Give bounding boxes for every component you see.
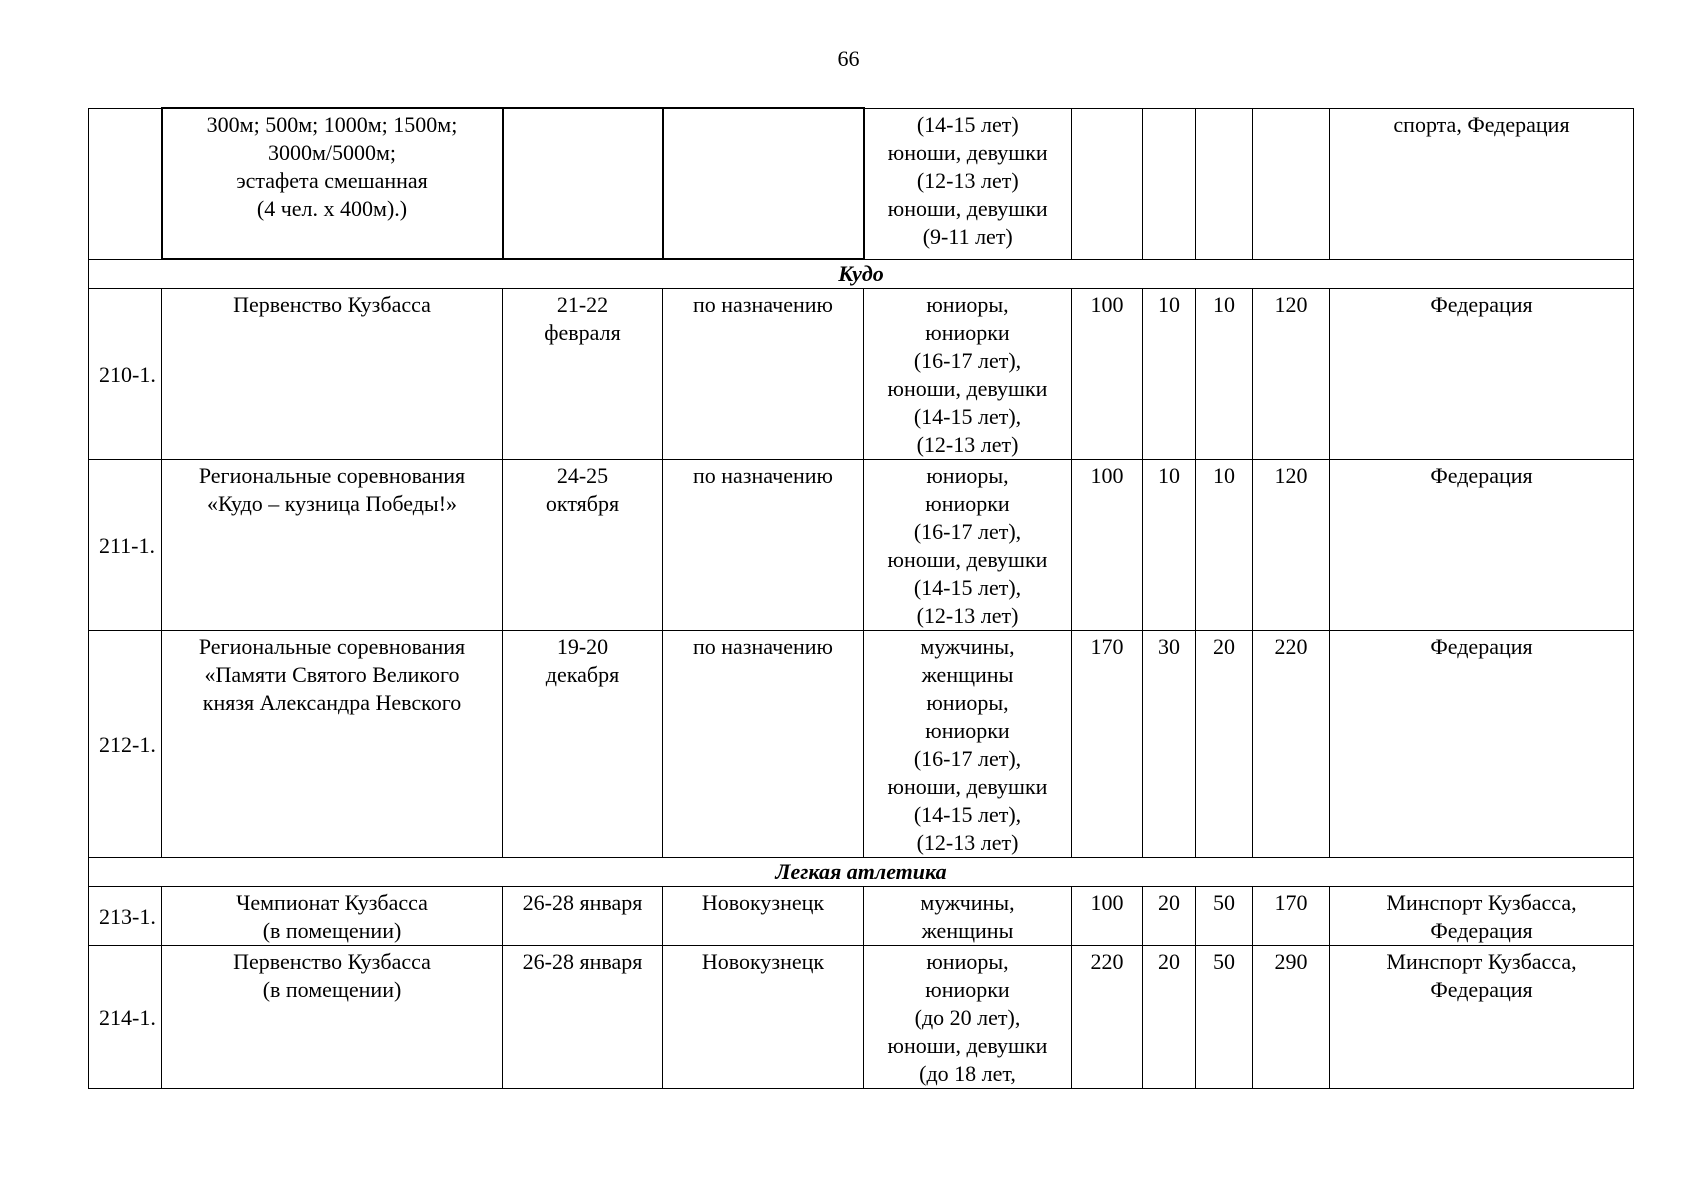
event-number: 213-1. bbox=[89, 887, 162, 946]
event-organizer: Минспорт Кузбасса, Федерация bbox=[1330, 946, 1634, 1089]
count-col-2: 20 bbox=[1143, 946, 1196, 1089]
event-name: Чемпионат Кузбасса (в помещении) bbox=[162, 887, 503, 946]
section-title: Легкая атлетика bbox=[89, 858, 1634, 887]
event-number: 214-1. bbox=[89, 946, 162, 1089]
count-col-2: 10 bbox=[1143, 289, 1196, 460]
count-total bbox=[1253, 108, 1330, 259]
count-col-1: 220 bbox=[1072, 946, 1143, 1089]
count-total: 120 bbox=[1253, 460, 1330, 631]
count-col-3: 50 bbox=[1196, 946, 1253, 1089]
count-col-1: 100 bbox=[1072, 289, 1143, 460]
count-col-3: 20 bbox=[1196, 631, 1253, 858]
event-place: по назначению bbox=[663, 631, 864, 858]
table-row bbox=[89, 108, 1634, 259]
event-date: 19-20 декабря bbox=[503, 631, 663, 858]
count-col-1 bbox=[1072, 108, 1143, 259]
count-col-1: 100 bbox=[1072, 460, 1143, 631]
count-col-3: 10 bbox=[1196, 460, 1253, 631]
table-row bbox=[89, 946, 1634, 1089]
event-name: Региональные соревнования «Памяти Святого Великого князя Александра Невского bbox=[162, 631, 503, 858]
event-organizer: Федерация bbox=[1330, 631, 1634, 858]
event-participants: юниоры, юниорки (16-17 лет), юноши, девушки (14-15 лет), (12-13 лет) bbox=[864, 460, 1072, 631]
event-number: 210-1. bbox=[89, 289, 162, 460]
events-table bbox=[88, 107, 1634, 1089]
event-number bbox=[89, 108, 162, 259]
event-organizer: спорта, Федерация bbox=[1330, 108, 1634, 259]
count-total: 220 bbox=[1253, 631, 1330, 858]
count-col-3: 50 bbox=[1196, 887, 1253, 946]
event-organizer: Федерация bbox=[1330, 460, 1634, 631]
page-number: 66 bbox=[837, 46, 860, 71]
event-place: по назначению bbox=[663, 289, 864, 460]
event-name: Региональные соревнования «Кудо – кузница Победы!» bbox=[162, 460, 503, 631]
event-participants: (14-15 лет) юноши, девушки (12-13 лет) юноши, девушки (9-11 лет) bbox=[864, 108, 1072, 259]
event-place: по назначению bbox=[663, 460, 864, 631]
count-col-2: 20 bbox=[1143, 887, 1196, 946]
event-place: Новокузнецк bbox=[663, 887, 864, 946]
count-col-1: 100 bbox=[1072, 887, 1143, 946]
table-row bbox=[89, 289, 1634, 460]
event-date: 26-28 января bbox=[503, 887, 663, 946]
count-col-3: 10 bbox=[1196, 289, 1253, 460]
count-total: 170 bbox=[1253, 887, 1330, 946]
event-organizer: Федерация bbox=[1330, 289, 1634, 460]
event-place: Новокузнецк bbox=[663, 946, 864, 1089]
count-col-1: 170 bbox=[1072, 631, 1143, 858]
event-date: 26-28 января bbox=[503, 946, 663, 1089]
event-participants: мужчины, женщины bbox=[864, 887, 1072, 946]
table-row bbox=[89, 631, 1634, 858]
event-participants: юниоры, юниорки (16-17 лет), юноши, девушки (14-15 лет), (12-13 лет) bbox=[864, 289, 1072, 460]
event-name: Первенство Кузбасса bbox=[162, 289, 503, 460]
count-total: 290 bbox=[1253, 946, 1330, 1089]
event-participants: юниоры, юниорки (до 20 лет), юноши, девушки (до 18 лет, bbox=[864, 946, 1072, 1089]
section-title: Кудо bbox=[89, 259, 1634, 289]
event-date: 21-22 февраля bbox=[503, 289, 663, 460]
table-row bbox=[89, 887, 1634, 946]
table-row bbox=[89, 460, 1634, 631]
count-col-2: 30 bbox=[1143, 631, 1196, 858]
event-participants: мужчины, женщины юниоры, юниорки (16-17 лет), юноши, девушки (14-15 лет), (12-13 лет) bbox=[864, 631, 1072, 858]
count-total: 120 bbox=[1253, 289, 1330, 460]
event-date: 24-25 октября bbox=[503, 460, 663, 631]
event-date bbox=[503, 108, 663, 259]
event-place bbox=[663, 108, 864, 259]
section-row bbox=[89, 858, 1634, 887]
count-col-2: 10 bbox=[1143, 460, 1196, 631]
count-col-2 bbox=[1143, 108, 1196, 259]
count-col-3 bbox=[1196, 108, 1253, 259]
event-organizer: Минспорт Кузбасса, Федерация bbox=[1330, 887, 1634, 946]
event-number: 211-1. bbox=[89, 460, 162, 631]
event-name: 300м; 500м; 1000м; 1500м; 3000м/5000м; эстафета смешанная (4 чел. х 400м).) bbox=[162, 108, 503, 259]
event-number: 212-1. bbox=[89, 631, 162, 858]
section-row bbox=[89, 259, 1634, 289]
event-name: Первенство Кузбасса (в помещении) bbox=[162, 946, 503, 1089]
